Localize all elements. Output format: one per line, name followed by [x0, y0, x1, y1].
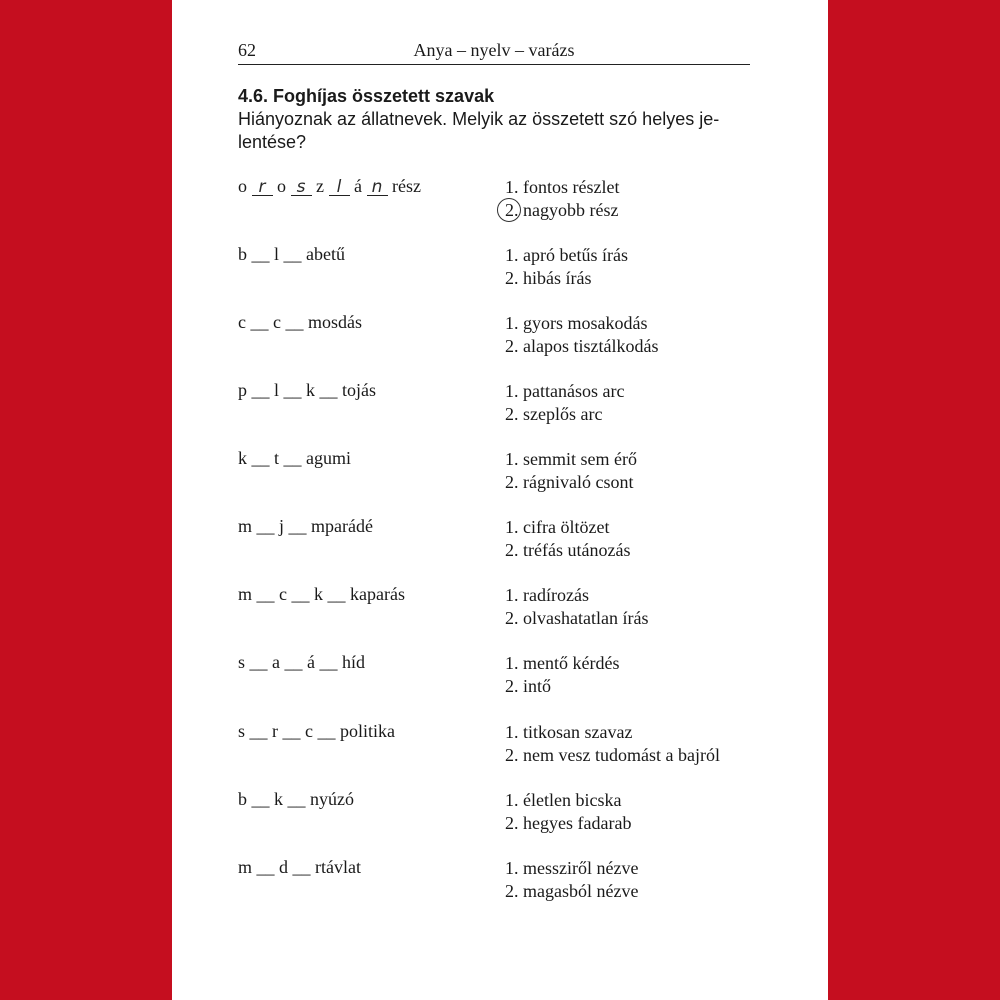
page-number: 62 — [238, 40, 256, 60]
exercise-word: m __ j __ mparádé — [238, 516, 373, 536]
section-title: 4.6. Foghíjas összetett szavak — [238, 86, 495, 106]
exercise-word: b __ l __ abetű — [238, 244, 345, 264]
option-2: 2. nem vesz tudomást a bajról — [505, 745, 720, 765]
option-2-text: 2. nagyobb rész — [505, 200, 619, 220]
exercise-word: m __ d __ rtávlat — [238, 857, 361, 877]
letter: o — [238, 176, 247, 196]
example-row — [238, 176, 778, 224]
exercise-word: s __ r __ c __ politika — [238, 721, 395, 741]
exercise-options — [505, 584, 648, 630]
option-2: 2. szeplős arc — [505, 404, 603, 424]
handwritten-letter: l — [336, 177, 342, 197]
exercise-options — [505, 789, 631, 835]
handwritten-letter: r — [258, 177, 266, 197]
exercise-word: b __ k __ nyúzó — [238, 789, 354, 809]
option-2: 2. intő — [505, 676, 552, 696]
handwritten-letter: s — [296, 177, 306, 197]
exercise-options — [505, 857, 638, 903]
option-2: 2. magasból nézve — [505, 881, 639, 901]
exercise-row — [238, 380, 778, 428]
blank-filled — [291, 178, 312, 196]
letter: á — [354, 176, 362, 196]
instruction-line: Hiányoznak az állatnevek. Melyik az összetett szó helyes je- — [238, 109, 720, 129]
page-header — [238, 40, 750, 65]
option-1: 1. fontos részlet — [505, 177, 620, 197]
exercise-row — [238, 721, 778, 769]
word-suffix: rész — [392, 176, 421, 196]
exercise-row — [238, 244, 778, 292]
option-2: 2. hibás írás — [505, 268, 592, 288]
blank-filled — [252, 178, 273, 196]
option-2: 2. olvashatatlan írás — [505, 608, 649, 628]
option-1: 1. életlen bicska — [505, 790, 622, 810]
option-1: 1. apró betűs írás — [505, 245, 628, 265]
exercise-word: s __ a __ á __ híd — [238, 652, 365, 672]
option-1: 1. pattanásos arc — [505, 381, 625, 401]
exercise-options — [505, 721, 720, 767]
example-options — [505, 176, 619, 222]
option-2 — [505, 199, 619, 222]
blank-filled — [329, 178, 350, 196]
exercise-row — [238, 312, 778, 360]
answer-circle — [497, 198, 521, 222]
option-1: 1. titkosan szavaz — [505, 722, 633, 742]
option-1: 1. mentő kérdés — [505, 653, 620, 673]
exercise-options — [505, 312, 658, 358]
exercise-word: p __ l __ k __ tojás — [238, 380, 376, 400]
exercise-row — [238, 448, 778, 496]
option-1: 1. gyors mosakodás — [505, 313, 648, 333]
letter: o — [277, 176, 286, 196]
exercise-options — [505, 380, 624, 426]
exercise-options — [505, 448, 637, 494]
exercise-row — [238, 584, 778, 632]
running-title: Anya – nyelv – varázs — [413, 40, 575, 60]
exercise-row — [238, 652, 778, 700]
book-page — [172, 0, 828, 1000]
handwritten-letter: n — [371, 177, 383, 197]
example-word — [238, 176, 421, 197]
option-1: 1. messziről nézve — [505, 858, 639, 878]
exercise-word: c __ c __ mosdás — [238, 312, 362, 332]
letter: z — [316, 176, 324, 196]
instruction-text — [238, 108, 756, 154]
exercise-row — [238, 857, 778, 905]
exercise-options — [505, 244, 628, 290]
exercise-word: m __ c __ k __ kaparás — [238, 584, 405, 604]
option-2: 2. hegyes fadarab — [505, 813, 632, 833]
blank-filled — [367, 178, 388, 196]
exercise-word: k __ t __ agumi — [238, 448, 351, 468]
exercise-row — [238, 516, 778, 564]
option-1: 1. radírozás — [505, 585, 589, 605]
option-1: 1. semmit sem érő — [505, 449, 637, 469]
option-1: 1. cifra öltözet — [505, 517, 610, 537]
option-2: 2. alapos tisztálkodás — [505, 336, 659, 356]
option-2: 2. tréfás utánozás — [505, 540, 631, 560]
exercise-options — [505, 516, 630, 562]
exercise-row — [238, 789, 778, 837]
exercise-options — [505, 652, 619, 698]
option-2: 2. rágnivaló csont — [505, 472, 634, 492]
instruction-line: lentése? — [238, 132, 307, 152]
